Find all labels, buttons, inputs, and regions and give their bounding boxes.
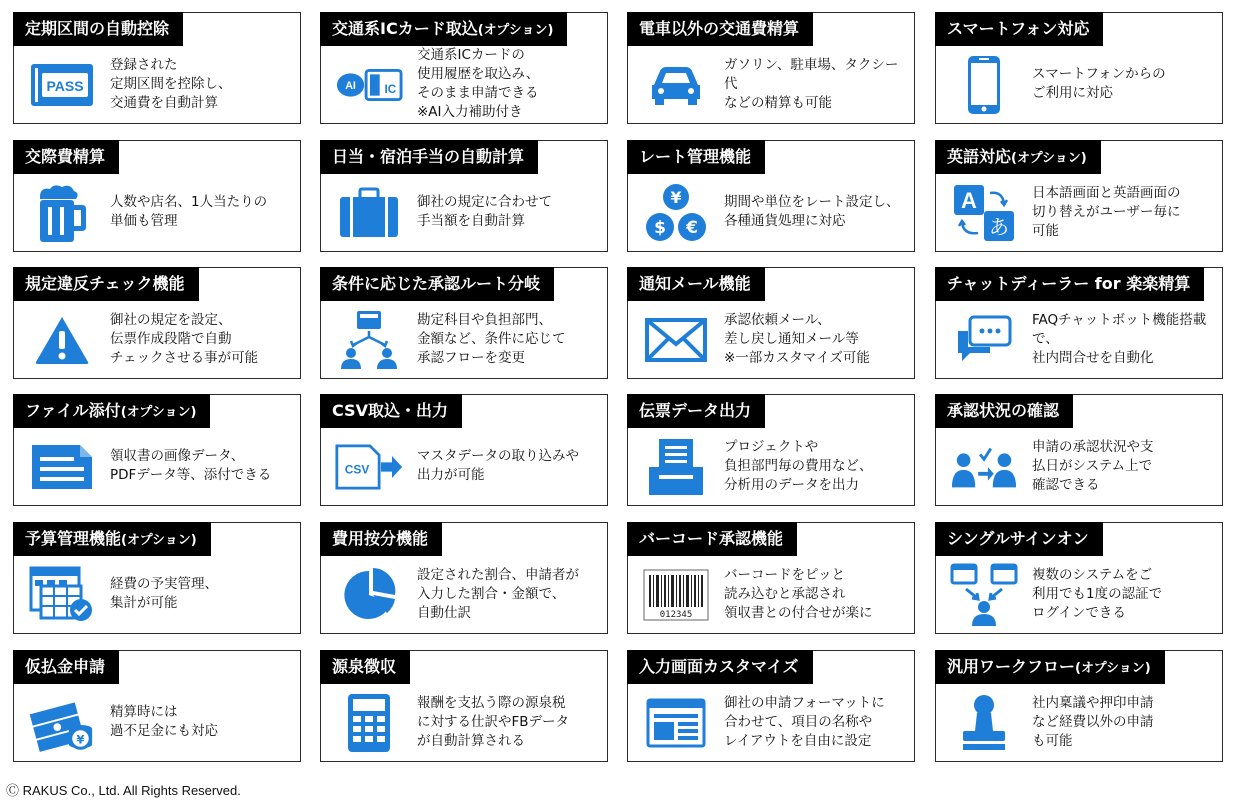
svg-text:AI: AI [345,79,356,92]
feature-description: 承認依頼メール、 差し戻し通知メール等 ※一部カスタマイズ可能 [724,311,870,366]
feature-card [935,140,1223,252]
feature-description: 経費の予実管理、 集計が可能 [110,576,218,611]
feature-title-text: 伝票データ出力 [639,401,752,420]
feature-card [13,522,301,634]
feature-title-text: 日当・宿泊手当の自動計算 [332,147,525,166]
feature-card [13,12,301,124]
feature-description: 領収書の画像データ、 PDFデータ等、添付できる [110,448,272,483]
feature-title [320,650,410,684]
feature-description: 設定された割合、申請者が 入力した割合・金額で、 自動仕訳 [417,566,579,621]
feature-title-text: 仮払金申請 [25,657,106,676]
feature-card [627,12,915,124]
suitcase-icon [335,181,403,245]
feature-card [935,12,1223,124]
feature-title-text: 規定違反チェック機能 [25,274,185,293]
option-label: (オプション) [120,405,197,420]
feature-title [13,650,119,684]
svg-text:012345: 012345 [659,610,693,620]
money-icon [28,691,96,755]
csv-icon [335,435,403,499]
feature-title [935,650,1165,684]
feature-card [320,394,608,506]
feature-description: 御社の申請フォーマットに 合わせて、項目の名称や レイアウトを自由に設定 [724,694,885,749]
feature-description: プロジェクトや 負担部門毎の費用など、 分析用のデータを出力 [724,438,873,493]
feature-title [320,522,442,556]
currency-icon [642,181,710,245]
feature-title [627,394,765,428]
feature-title-text: 通知メール機能 [639,274,751,293]
budget-icon [28,563,96,627]
feature-description: 社内稟議や押印申請 など経費以外の申請 も可能 [1032,694,1154,749]
pass-card-icon [28,53,96,117]
option-label: (オプション) [121,533,197,548]
feature-description: 精算時には 過不足金にも対応 [110,704,218,739]
feature-description: 登録された 定期区間を控除し、 交通費を自動計算 [110,56,232,111]
feature-description: マスタデータの取り込みや 出力が可能 [417,448,579,483]
feature-card [320,267,608,379]
feature-title [320,140,538,174]
svg-text:¥: ¥ [670,188,682,207]
feature-title-text: スマートフォン対応 [947,19,1090,38]
feature-title [935,522,1103,556]
feature-title [627,267,765,301]
feature-card [320,650,608,762]
feature-card [627,522,915,634]
data-output-icon [642,435,710,499]
feature-title [320,12,567,46]
feature-card [13,267,301,379]
feature-card [13,140,301,252]
feature-title [935,140,1101,174]
feature-title [935,267,1204,301]
feature-description: ガソリン、駐車場、タクシー代 などの精算も可能 [724,56,899,111]
feature-title [627,140,765,174]
feature-description: 期間や単位をレート設定し、 各種通貨処理に対応 [724,194,900,229]
feature-card [935,267,1223,379]
beer-mug-icon [28,181,96,245]
feature-title [627,522,797,556]
feature-title-text: 汎用ワークフロー [947,657,1076,676]
feature-title-text: レート管理機能 [639,147,752,166]
feature-title-text: 源泉徴収 [332,657,397,676]
barcode-icon [642,563,710,627]
option-label: (オプション) [477,23,554,38]
feature-title-text: 条件に応じた承認ルート分岐 [332,274,541,293]
svg-text:PASS: PASS [46,78,84,94]
option-label: (オプション) [1075,661,1151,676]
pie-chart-icon [335,563,403,627]
feature-card [320,140,608,252]
feature-title [13,140,119,174]
feature-title [627,650,813,684]
feature-title-text: CSV取込・出力 [332,401,448,420]
feature-card [935,522,1223,634]
svg-text:$: $ [654,218,666,238]
feature-title-text: ファイル添付 [25,401,121,420]
feature-card [627,650,915,762]
feature-card [13,650,301,762]
feature-card [627,267,915,379]
translate-icon [950,181,1018,245]
warning-icon [28,308,96,372]
feature-card [320,522,608,634]
screen-layout-icon [642,691,710,755]
feature-title [13,394,210,428]
feature-description: 申請の承認状況や支 払日がシステム上で 確認できる [1032,438,1154,493]
calculator-icon [335,691,403,755]
feature-title-text: 承認状況の確認 [947,401,1060,420]
car-icon [642,53,710,117]
feature-card [627,394,915,506]
feature-title [320,267,554,301]
feature-card [320,12,608,124]
feature-title-text: チャットディーラー for 楽楽精算 [947,274,1191,293]
feature-title-text: 予算管理機能 [25,529,122,548]
feature-description: 御社の規定を設定、 伝票作成段階で自動 チェックさせる事が可能 [110,311,259,366]
svg-text:あ: あ [989,215,1009,239]
feature-card [627,140,915,252]
sso-icon [950,563,1018,627]
feature-title [13,267,199,301]
option-label: (オプション) [1011,151,1087,166]
feature-title-text: シングルサインオン [947,529,1089,548]
copyright: Ⓒ RAKUS Co., Ltd. All Rights Reserved. [6,783,241,798]
feature-title [320,394,462,428]
feature-description: 御社の規定に合わせて 手当額を自動計算 [417,194,552,229]
feature-card [935,650,1223,762]
feature-card [13,394,301,506]
feature-description: スマートフォンからの ご利用に対応 [1032,66,1166,101]
svg-text:IC: IC [384,82,397,96]
feature-title [935,12,1103,46]
stamp-icon [950,691,1018,755]
feature-title [13,522,211,556]
svg-text:€: € [686,218,698,238]
feature-description: 勘定科目や負担部門、 金額など、条件に応じて 承認フローを変更 [417,311,566,366]
feature-title [935,394,1073,428]
ic-card-ai-icon [335,53,403,117]
feature-title-text: 英語対応 [947,147,1012,166]
feature-title-text: 交通系ICカード取込 [332,19,478,38]
feature-title-text: 定期区間の自動控除 [25,19,170,38]
feature-description: バーコードをピッと 読み込むと承認され 領収書との付合せが楽に [724,566,873,621]
feature-description: 日本語画面と英語画面の 切り替えがユーザー毎に 可能 [1032,184,1181,239]
feature-description: 交通系ICカードの 使用履歴を取込み、 そのまま申請できる ※AI入力補助付き [417,47,540,120]
feature-description: 報酬を支払う際の源泉税 に対する仕訳やFBデータ が自動計算される [417,694,570,749]
feature-title [627,12,813,46]
smartphone-icon [950,53,1018,117]
feature-title-text: 費用按分機能 [332,529,429,548]
svg-text:A: A [961,188,977,213]
feature-title-text: 交際費精算 [25,147,106,166]
feature-title-text: 入力画面カスタマイズ [639,657,799,676]
feature-card [935,394,1223,506]
approval-status-icon [950,435,1018,499]
feature-description: FAQチャットボット機能搭載で、 社内問合せを自動化 [1032,311,1207,366]
feature-title-text: 電車以外の交通費精算 [639,19,800,38]
svg-text:¥: ¥ [76,732,85,747]
mail-icon [642,308,710,372]
feature-title-text: バーコード承認機能 [639,529,784,548]
approval-route-icon [335,308,403,372]
feature-title [13,12,183,46]
svg-text:CSV: CSV [344,462,370,477]
feature-description: 人数や店名、1人当たりの 単価も管理 [110,194,268,229]
document-icon [28,435,96,499]
chat-icon [950,308,1018,372]
feature-description: 複数のシステムをご 利用でも1度の認証で ログインできる [1032,566,1163,621]
